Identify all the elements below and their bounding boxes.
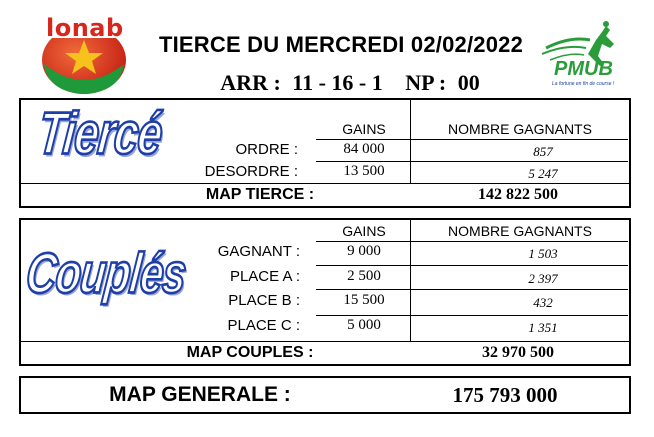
tierce-row-gain: 13 500 [343, 163, 385, 179]
tierce-row-winners: 857 [533, 144, 553, 159]
couples-row-winners: 432 [533, 295, 553, 310]
page-title: TIERCE DU MERCREDI 02/02/2022 [158, 32, 524, 57]
couples-row-winners: 1 503 [528, 246, 558, 261]
pmub-logo [540, 18, 624, 90]
lonab-logo-text: lonab [46, 14, 124, 42]
couples-row-gain: 5 000 [347, 317, 381, 333]
map-generale-label: MAP GENERALE : [109, 383, 291, 406]
arrival-line [170, 70, 530, 96]
couples-winners-header: NOMBRE GAGNANTS [448, 223, 592, 239]
arr-label: ARR : [220, 70, 281, 95]
tierce-row-label: DESORDRE : [204, 163, 298, 180]
map-generale-value: 175 793 000 [452, 383, 558, 407]
couples-row-label: PLACE A : [229, 268, 300, 285]
map-couples-label: MAP COUPLES : [186, 344, 314, 361]
tierce-row-label: ORDRE : [235, 141, 298, 158]
np-label: NP : [405, 70, 447, 95]
couples-row-gain: 2 500 [347, 268, 381, 284]
tierce-row-gain: 84 000 [343, 141, 385, 157]
couples-row-winners: 2 397 [528, 271, 558, 286]
tierce-stamp: Tiercé [35, 101, 165, 168]
tierce-panel [19, 98, 631, 208]
map-tierce-label: MAP TIERCE : [205, 186, 315, 203]
couples-stamp: Couplés [23, 241, 189, 305]
tierce-row-winners: 5 247 [528, 166, 558, 181]
couples-row-gain: 15 500 [343, 292, 385, 308]
map-generale-box [19, 376, 631, 414]
couples-row-label: PLACE C : [227, 317, 300, 334]
pmub-logo-text: PMUB [554, 58, 613, 80]
map-tierce-value: 142 822 500 [478, 186, 558, 203]
lonab-logo [36, 10, 132, 96]
map-couples-value: 32 970 500 [482, 344, 554, 361]
tierce-gains-header: GAINS [342, 121, 386, 137]
couples-row-gain: 9 000 [347, 243, 381, 259]
np-value: 00 [457, 70, 480, 95]
couples-panel [19, 218, 631, 366]
couples-gains-header: GAINS [342, 223, 386, 239]
arr-value: 11 - 16 - 1 [292, 70, 383, 95]
pmub-logo-tagline: La fortune en fin de course ! [552, 81, 615, 87]
couples-row-label: PLACE B : [228, 292, 300, 309]
couples-row-winners: 1 351 [528, 320, 558, 335]
couples-row-label: GAGNANT : [217, 243, 300, 260]
tierce-winners-header: NOMBRE GAGNANTS [448, 121, 592, 137]
